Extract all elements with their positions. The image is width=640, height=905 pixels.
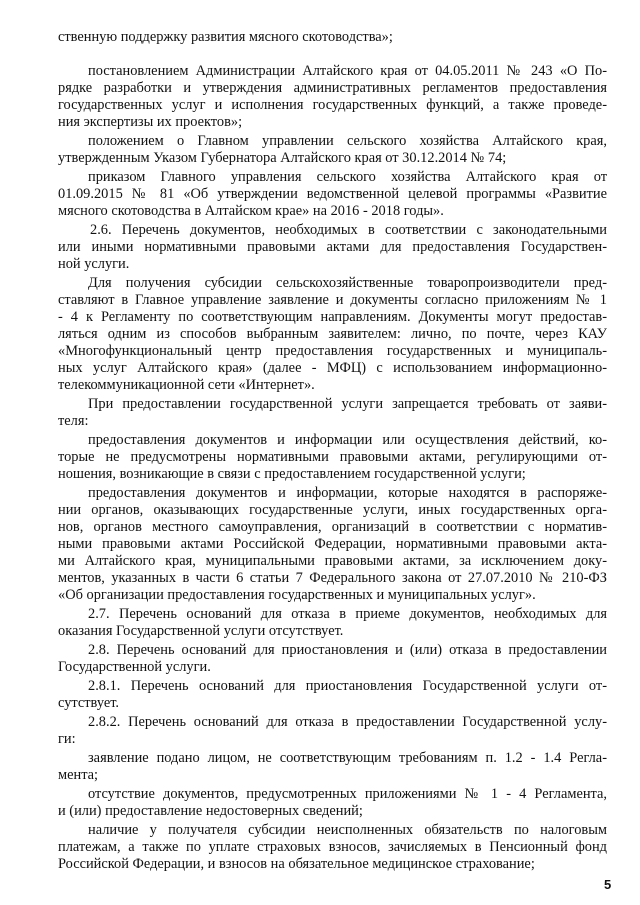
text-line: ными правовыми актами Российской Федерации, нормативными правовыми акта- xyxy=(58,536,607,552)
text-line: заявление подано лицом, не соответствующим требованиям п. 1.2 - 1.4 Регла- xyxy=(88,750,607,766)
text-line: ных услуг Алтайского края» (далее - МФЦ) с использованием информационно- xyxy=(58,360,607,376)
text-line: торые не предусмотрены нормативными правовыми актами, регулирующими от- xyxy=(58,449,607,465)
text-line: 2.8.1. Перечень оснований для приостановления Государственной услуги от- xyxy=(88,678,607,694)
text-line: положением о Главном управлении сельского хозяйства Алтайского края, xyxy=(88,133,607,149)
text-line: или иными нормативными правовыми актами для предоставления Государствен- xyxy=(58,239,607,255)
text-line: наличие у получателя субсидии неисполненных обязательств по налоговым xyxy=(88,822,607,838)
text-line: «Многофункциональный центр предоставления государственных и муниципаль- xyxy=(58,343,607,359)
text-line: теля: xyxy=(58,413,89,429)
text-line: ги: xyxy=(58,731,76,747)
text-line: ментов, указанных в части 6 статьи 7 Федерального закона от 27.07.2010 № 210-ФЗ xyxy=(58,570,607,586)
text-line: «Об организации предоставления государственных и муниципальных услуг». xyxy=(58,587,536,603)
text-line: Российской Федерации, и взносов на обязательное медицинское страхование; xyxy=(58,856,535,872)
text-line: ставляют в Главное управление заявление и документы согласно приложениям № 1 xyxy=(58,292,607,308)
text-line: 2.8.2. Перечень оснований для отказа в предоставлении Государственной услу- xyxy=(88,714,607,730)
text-line: ляться одним из способов выбранным заявителем: лично, по почте, через КАУ xyxy=(58,326,607,342)
text-line: нии органов, оказывающих государственные услуги, иных государственных орга- xyxy=(58,502,607,518)
text-line: ношения, возникающие в связи с предоставлением государственной услуги; xyxy=(58,466,526,482)
text-line: утвержденным Указом Губернатора Алтайского края от 30.12.2014 № 74; xyxy=(58,150,507,166)
text-line: ственную поддержку развития мясного скотоводства»; xyxy=(58,29,393,45)
text-line: приказом Главного управления сельского хозяйства Алтайского края от xyxy=(88,169,607,185)
text-line: Государственной услуги. xyxy=(58,659,211,675)
text-line: постановлением Администрации Алтайского края от 04.05.2011 № 243 «О По- xyxy=(88,63,607,79)
text-line: отсутствие документов, предусмотренных приложениями № 1 - 4 Регламента, xyxy=(88,786,607,802)
text-line: предоставления документов и информации или осуществления действий, ко- xyxy=(88,432,607,448)
text-line: предоставления документов и информации, которые находятся в распоряже- xyxy=(88,485,607,501)
text-line: 01.09.2015 № 81 «Об утверждении ведомственной целевой программы «Развитие xyxy=(58,186,607,202)
text-line: Для получения субсидии сельскохозяйственные товаропроизводители пред- xyxy=(88,275,607,291)
text-line: 2.7. Перечень оснований для отказа в приеме документов, необходимых для xyxy=(88,606,607,622)
text-line: и (или) предоставление недостоверных сведений; xyxy=(58,803,363,819)
text-line: платежам, а также по уплате страховых взносов, зачисляемых в Пенсионный фонд xyxy=(58,839,607,855)
text-line: При предоставлении государственной услуги запрещается требовать от заяви- xyxy=(88,396,607,412)
text-line: оказания Государственной услуги отсутствует. xyxy=(58,623,344,639)
text-line: мясного скотоводства в Алтайском крае» на 2016 - 2018 годы». xyxy=(58,203,444,219)
text-line: государственных услуг и исполнения государственных функций, а также проведе- xyxy=(58,97,607,113)
text-line: 2.6. Перечень документов, необходимых в соответствии с законодательными xyxy=(90,222,607,238)
text-line: нов, органов местного самоуправления, организаций в соответствии с норматив- xyxy=(58,519,607,535)
text-line: - 4 к Регламенту по соответствующим направлениям. Документы могут предостав- xyxy=(58,309,607,325)
text-line: рядке разработки и утверждения административных регламентов предоставления xyxy=(58,80,607,96)
text-line: 2.8. Перечень оснований для приостановления и (или) отказа в предоставлении xyxy=(88,642,607,658)
text-line: ной услуги. xyxy=(58,256,130,272)
text-line: ми Алтайского края, муниципальными правовыми актами, за исключением доку- xyxy=(58,553,607,569)
text-line: ния экспертизы их проектов»; xyxy=(58,114,243,130)
text-line: телекоммуникационной сети «Интернет». xyxy=(58,377,315,393)
page-number: 5 xyxy=(604,877,612,892)
text-line: мента; xyxy=(58,767,99,783)
text-line: сутствует. xyxy=(58,695,120,711)
